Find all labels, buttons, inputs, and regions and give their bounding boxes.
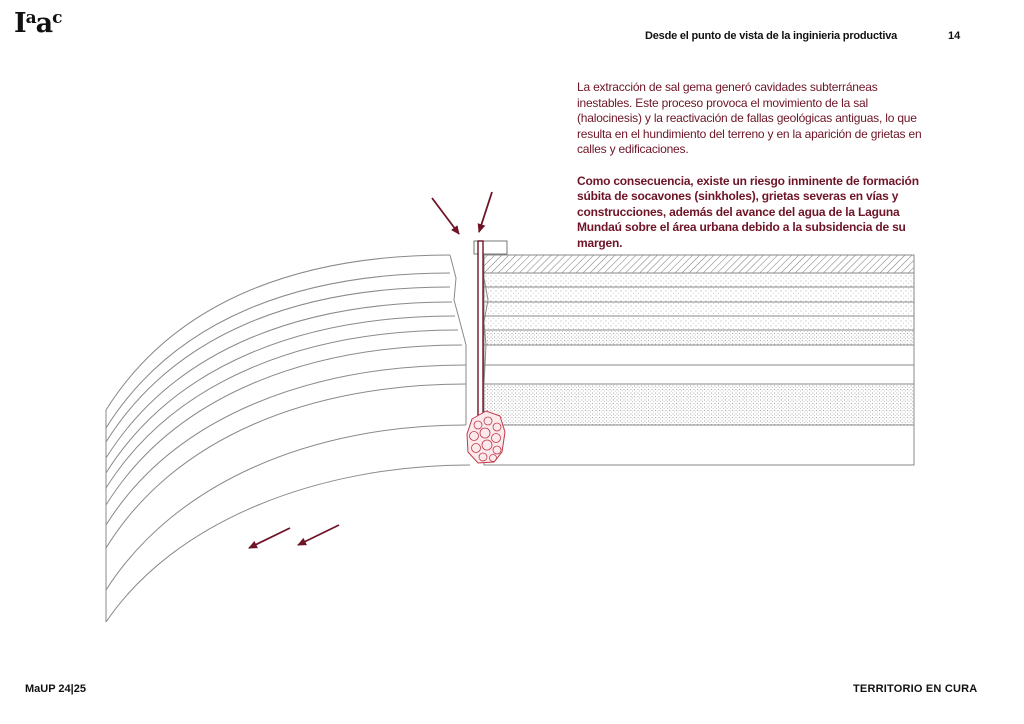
arrow-subsidence-2 — [298, 525, 339, 545]
page-number: 14 — [948, 30, 961, 42]
salt-layer — [484, 425, 914, 465]
curved-layer-line — [106, 330, 458, 488]
dotted-layer-2 — [484, 287, 914, 302]
right-strata — [484, 255, 914, 465]
header-title: Desde el punto de vista de la inginieria productiva — [645, 30, 898, 42]
salt-cavity — [467, 411, 505, 463]
left-curved-strata — [106, 255, 470, 622]
arrow-subsidence-1 — [249, 528, 290, 548]
curved-layer-line — [106, 273, 450, 428]
curved-layer-line — [106, 287, 450, 442]
plain-layer-2 — [484, 365, 914, 384]
dotted-layer-4 — [484, 316, 914, 330]
dotted-layer-3 — [484, 302, 914, 316]
cavity-outline — [467, 411, 505, 463]
top-hatched-layer — [484, 255, 914, 273]
iaac-logo: $I^aa^c$ — [14, 8, 62, 39]
curved-layer-line — [106, 425, 466, 590]
curved-layer-line — [106, 465, 470, 622]
borehole-pipe — [478, 241, 483, 416]
footer-course-label: MaUP 24|25 — [25, 683, 86, 695]
plain-layer-1 — [484, 345, 914, 365]
curved-layer-line — [106, 365, 466, 525]
arrow-down-left — [432, 198, 459, 234]
dotted-layer-1 — [484, 273, 914, 287]
fault-left-edge — [450, 255, 466, 425]
dotted-layer-5 — [484, 330, 914, 345]
description-paragraph-1: La extracción de sal gema generó cavidades subterráneas inestables. Este proceso provoca el movimiento de la sal (halocinesis) y la reactivación de fallas geológicas antiguas, lo que resulta en el hundimiento del terreno y en la aparición de grietas en calles y edificaciones. — [577, 80, 922, 156]
arrow-down-right — [479, 192, 492, 232]
dense-dotted-layer — [484, 384, 914, 425]
description-paragraph-2: Como consecuencia, existe un riesgo inminente de formación súbita de socavones (sinkholes), grietas severas en vías y construcciones, además del avance del agua de la Laguna Mundaú sobre el área urbana debido a la subsidencia de su margen. — [577, 173, 919, 250]
curved-layer-line — [106, 316, 455, 473]
footer-project-title: TERRITORIO EN CURA — [853, 683, 978, 695]
